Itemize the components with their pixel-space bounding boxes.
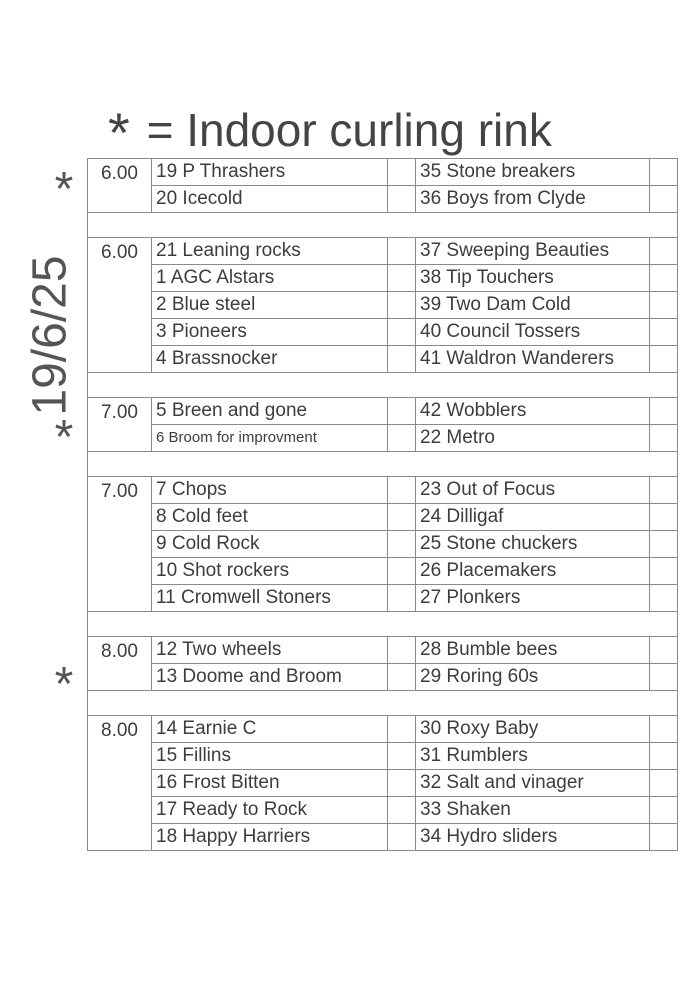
- team-left: 1 AGC Alstars: [152, 265, 388, 292]
- blank-cell: [650, 504, 678, 531]
- table-row: [88, 504, 678, 531]
- blank-cell: [650, 425, 678, 452]
- team-right: 30 Roxy Baby: [416, 716, 650, 743]
- team-right: 23 Out of Focus: [416, 477, 650, 504]
- blank-cell: [650, 585, 678, 612]
- blank-cell: [388, 425, 416, 452]
- blank-cell: [650, 637, 678, 664]
- team-right: 32 Salt and vinager: [416, 770, 650, 797]
- table-row: [88, 585, 678, 612]
- team-left: 9 Cold Rock: [152, 531, 388, 558]
- blank-cell: [650, 292, 678, 319]
- team-right: 33 Shaken: [416, 797, 650, 824]
- spacer-row: [88, 691, 678, 716]
- side-date: [20, 235, 80, 435]
- slot-time: 7.00: [88, 477, 152, 612]
- blank-cell: [388, 398, 416, 425]
- team-left: 13 Doome and Broom: [152, 664, 388, 691]
- table-row: [88, 637, 678, 664]
- team-right: 24 Dilligaf: [416, 504, 650, 531]
- blank-cell: [388, 716, 416, 743]
- table-row: [88, 716, 678, 743]
- team-right: 37 Sweeping Beauties: [416, 238, 650, 265]
- blank-cell: [388, 558, 416, 585]
- slot-time: 6.00: [88, 238, 152, 373]
- blank-cell: [388, 265, 416, 292]
- team-right: 35 Stone breakers: [416, 159, 650, 186]
- team-left: 12 Two wheels: [152, 637, 388, 664]
- spacer-row: [88, 373, 678, 398]
- table-row: [88, 159, 678, 186]
- blank-cell: [388, 797, 416, 824]
- team-right: 34 Hydro sliders: [416, 824, 650, 851]
- blank-cell: [650, 558, 678, 585]
- blank-cell: [388, 346, 416, 373]
- table-row: [88, 319, 678, 346]
- team-right: 41 Waldron Wanderers: [416, 346, 650, 373]
- blank-cell: [650, 743, 678, 770]
- team-right: 26 Placemakers: [416, 558, 650, 585]
- table-row: [88, 743, 678, 770]
- blank-cell: [388, 531, 416, 558]
- spacer-cell: [88, 612, 678, 637]
- blank-cell: [650, 664, 678, 691]
- side-asterisk-bottom: *: [54, 411, 74, 464]
- table-row: [88, 531, 678, 558]
- team-left: 15 Fillins: [152, 743, 388, 770]
- team-left: 5 Breen and gone: [152, 398, 388, 425]
- team-right: 31 Rumblers: [416, 743, 650, 770]
- table-row: [88, 770, 678, 797]
- title-text: = Indoor curling rink: [146, 104, 552, 156]
- table-row: [88, 186, 678, 213]
- blank-cell: [650, 238, 678, 265]
- blank-cell: [650, 531, 678, 558]
- team-left: 7 Chops: [152, 477, 388, 504]
- blank-cell: [650, 398, 678, 425]
- team-left: 21 Leaning rocks: [152, 238, 388, 265]
- team-left: 14 Earnie C: [152, 716, 388, 743]
- blank-cell: [650, 797, 678, 824]
- blank-cell: [650, 159, 678, 186]
- table-row: [88, 477, 678, 504]
- table-row: [88, 346, 678, 373]
- schedule-table: [87, 158, 678, 851]
- asterisk-icon: *: [108, 101, 130, 164]
- table-row: [88, 265, 678, 292]
- team-left: 11 Cromwell Stoners: [152, 585, 388, 612]
- spacer-row: [88, 452, 678, 477]
- blank-cell: [388, 477, 416, 504]
- blank-cell: [388, 292, 416, 319]
- blank-cell: [388, 186, 416, 213]
- table-row: [88, 824, 678, 851]
- spacer-row: [88, 213, 678, 238]
- slot-time: 6.00: [88, 159, 152, 213]
- page-title: [108, 98, 668, 162]
- blank-cell: [650, 265, 678, 292]
- spacer-cell: [88, 213, 678, 238]
- team-right: 42 Wobblers: [416, 398, 650, 425]
- blank-cell: [388, 238, 416, 265]
- blank-cell: [388, 770, 416, 797]
- blank-cell: [388, 159, 416, 186]
- blank-cell: [388, 319, 416, 346]
- blank-cell: [650, 824, 678, 851]
- team-right: 36 Boys from Clyde: [416, 186, 650, 213]
- blank-cell: [388, 637, 416, 664]
- table-row: [88, 292, 678, 319]
- team-right: 28 Bumble bees: [416, 637, 650, 664]
- table-row: [88, 398, 678, 425]
- spacer-cell: [88, 452, 678, 477]
- spacer-cell: [88, 373, 678, 398]
- spacer-cell: [88, 691, 678, 716]
- blank-cell: [388, 664, 416, 691]
- blank-cell: [650, 716, 678, 743]
- team-right: 25 Stone chuckers: [416, 531, 650, 558]
- team-left: 16 Frost Bitten: [152, 770, 388, 797]
- blank-cell: [650, 346, 678, 373]
- table-row: [88, 797, 678, 824]
- team-right: 22 Metro: [416, 425, 650, 452]
- slot-time: 7.00: [88, 398, 152, 452]
- blank-cell: [650, 319, 678, 346]
- team-left: 18 Happy Harriers: [152, 824, 388, 851]
- team-left: 20 Icecold: [152, 186, 388, 213]
- team-right: 27 Plonkers: [416, 585, 650, 612]
- team-right: 29 Roring 60s: [416, 664, 650, 691]
- slot-time: 8.00: [88, 716, 152, 851]
- date-label: 19/6/25: [23, 254, 77, 416]
- team-left: 19 P Thrashers: [152, 159, 388, 186]
- blank-cell: [388, 824, 416, 851]
- team-right: 40 Council Tossers: [416, 319, 650, 346]
- team-left: 3 Pioneers: [152, 319, 388, 346]
- team-left: 17 Ready to Rock: [152, 797, 388, 824]
- spacer-row: [88, 612, 678, 637]
- team-left: 8 Cold feet: [152, 504, 388, 531]
- team-right: 39 Two Dam Cold: [416, 292, 650, 319]
- blank-cell: [650, 186, 678, 213]
- side-asterisk-8pm: *: [54, 658, 74, 711]
- team-left: 6 Broom for improvment: [152, 425, 388, 452]
- table-row: [88, 238, 678, 265]
- blank-cell: [388, 585, 416, 612]
- table-row: [88, 664, 678, 691]
- blank-cell: [388, 504, 416, 531]
- team-left: 4 Brassnocker: [152, 346, 388, 373]
- table-row: [88, 558, 678, 585]
- table-row: [88, 425, 678, 452]
- blank-cell: [650, 477, 678, 504]
- team-left: 2 Blue steel: [152, 292, 388, 319]
- slot-time: 8.00: [88, 637, 152, 691]
- side-asterisk-top: *: [54, 163, 74, 216]
- blank-cell: [650, 770, 678, 797]
- blank-cell: [388, 743, 416, 770]
- team-right: 38 Tip Touchers: [416, 265, 650, 292]
- team-left: 10 Shot rockers: [152, 558, 388, 585]
